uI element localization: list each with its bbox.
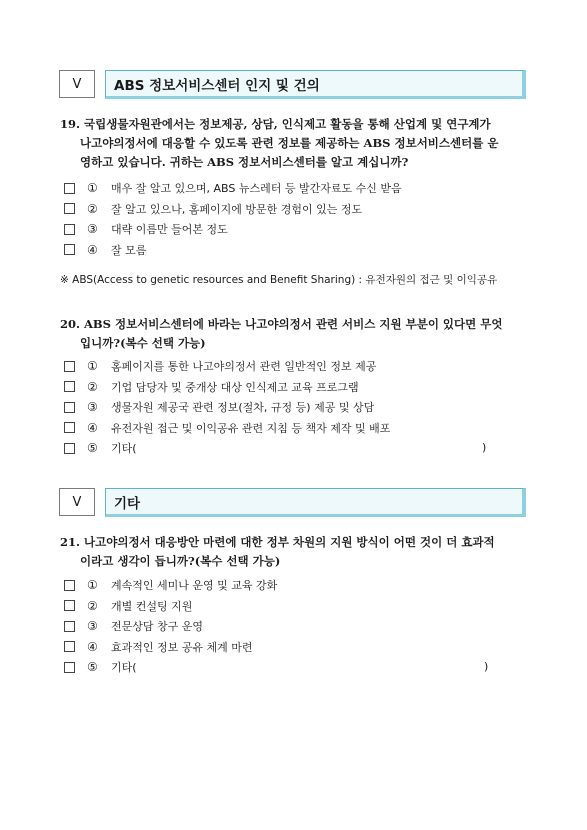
question-20 — [60, 315, 530, 353]
option-number: ③ — [87, 222, 98, 237]
option-number: ③ — [87, 400, 98, 415]
option-item[interactable] — [64, 178, 534, 199]
option-label: 홈페이지를 통한 나고야의정서 관련 일반적인 정보 제공 — [111, 360, 377, 374]
checkbox[interactable] — [64, 381, 75, 392]
checkbox[interactable] — [64, 402, 75, 413]
option-label: 기업 담당자 및 중개상 대상 인식제고 교육 프로그램 — [111, 380, 359, 394]
question-line: 19. 국립생물자원관에서는 정보제공, 상담, 인식제고 활동을 통해 산업계 및 연구계가 — [60, 117, 491, 131]
question-line: 나고야의정서에 대응할 수 있도록 관련 정보를 제공하는 ABS 정보서비스센터를 운 — [80, 136, 499, 150]
option-item[interactable] — [64, 377, 534, 398]
option-label: 잘 알고 있으나, 홈페이지에 방문한 경험이 있는 정도 — [111, 202, 363, 216]
option-number: ④ — [87, 420, 98, 435]
option-item[interactable] — [64, 219, 534, 240]
checkbox[interactable] — [64, 422, 75, 433]
option-item[interactable] — [64, 418, 534, 439]
option-number: ② — [87, 379, 98, 394]
checkbox[interactable] — [64, 224, 75, 235]
option-number: ④ — [87, 242, 98, 257]
option-label: 유전자원 접근 및 이익공유 관련 지침 등 책자 제작 및 배포 — [111, 421, 391, 435]
question-21-options — [64, 575, 534, 678]
checkbox[interactable] — [64, 361, 75, 372]
option-item[interactable] — [64, 240, 534, 261]
section-header-other — [59, 488, 526, 516]
option-number: ① — [87, 359, 98, 374]
checkbox[interactable] — [64, 600, 75, 611]
option-number: ① — [87, 578, 98, 593]
option-number: ④ — [87, 639, 98, 654]
option-number: ① — [87, 181, 98, 196]
section-number: V — [59, 70, 95, 98]
question-19-options — [64, 178, 534, 260]
option-label: 효과적인 정보 공유 체계 마련 — [111, 640, 253, 654]
option-item[interactable] — [64, 616, 534, 637]
option-item[interactable] — [64, 596, 534, 617]
checkbox[interactable] — [64, 641, 75, 652]
checkbox[interactable] — [64, 183, 75, 194]
question-line: 영하고 있습니다. 귀하는 ABS 정보서비스센터를 알고 계십니까? — [80, 155, 409, 169]
section-header-abs — [59, 70, 526, 98]
option-label: 전문상담 창구 운영 — [111, 620, 204, 634]
abs-footnote: ※ ABS(Access to genetic resources and Benefit Sharing) : 유전자원의 접근 및 이익공유 — [60, 274, 498, 286]
checkbox[interactable] — [64, 203, 75, 214]
other-close-paren: ) — [482, 441, 487, 454]
option-label: 개별 컨설팅 지원 — [111, 599, 193, 613]
question-20-options — [64, 356, 534, 459]
section-number: V — [59, 488, 95, 516]
other-close-paren: ) — [484, 660, 489, 673]
section-title: ABS 정보서비스센터 인지 및 건의 — [105, 70, 526, 99]
option-item[interactable] — [64, 657, 534, 678]
option-label: 기타( — [111, 442, 137, 456]
option-number: ⑤ — [87, 441, 98, 456]
section-title: 기타 — [105, 488, 526, 517]
option-item[interactable] — [64, 637, 534, 658]
option-label: 잘 모름 — [111, 243, 147, 257]
option-label: 계속적인 세미나 운영 및 교육 강화 — [111, 579, 278, 593]
checkbox[interactable] — [64, 662, 75, 673]
option-number: ③ — [87, 619, 98, 634]
question-line: 20. ABS 정보서비스센터에 바라는 나고야의정서 관련 서비스 지원 부분이 있다면 무엇 — [60, 317, 503, 331]
option-item[interactable] — [64, 356, 534, 377]
option-number: ② — [87, 201, 98, 216]
option-item[interactable] — [64, 199, 534, 220]
option-label: 매우 잘 알고 있으며, ABS 뉴스레터 등 발간자료도 수신 받음 — [111, 182, 402, 196]
option-label: 기타( — [111, 661, 137, 675]
question-21 — [60, 533, 530, 571]
option-label: 생물자원 제공국 관련 정보(절차, 규정 등) 제공 및 상담 — [111, 401, 375, 415]
question-19 — [60, 115, 530, 172]
checkbox[interactable] — [64, 621, 75, 632]
question-line: 이라고 생각이 듭니까?(복수 선택 가능) — [80, 554, 281, 568]
checkbox[interactable] — [64, 580, 75, 591]
question-line: 21. 나고야의정서 대응방안 마련에 대한 정부 차원의 지원 방식이 어떤 것이 더 효과적 — [60, 535, 495, 549]
option-number: ② — [87, 598, 98, 613]
option-item[interactable] — [64, 438, 534, 459]
checkbox[interactable] — [64, 244, 75, 255]
option-label: 대략 이름만 들어본 정도 — [111, 223, 228, 237]
option-item[interactable] — [64, 575, 534, 596]
checkbox[interactable] — [64, 443, 75, 454]
option-item[interactable] — [64, 397, 534, 418]
option-number: ⑤ — [87, 660, 98, 675]
question-line: 입니까?(복수 선택 가능) — [80, 336, 206, 350]
